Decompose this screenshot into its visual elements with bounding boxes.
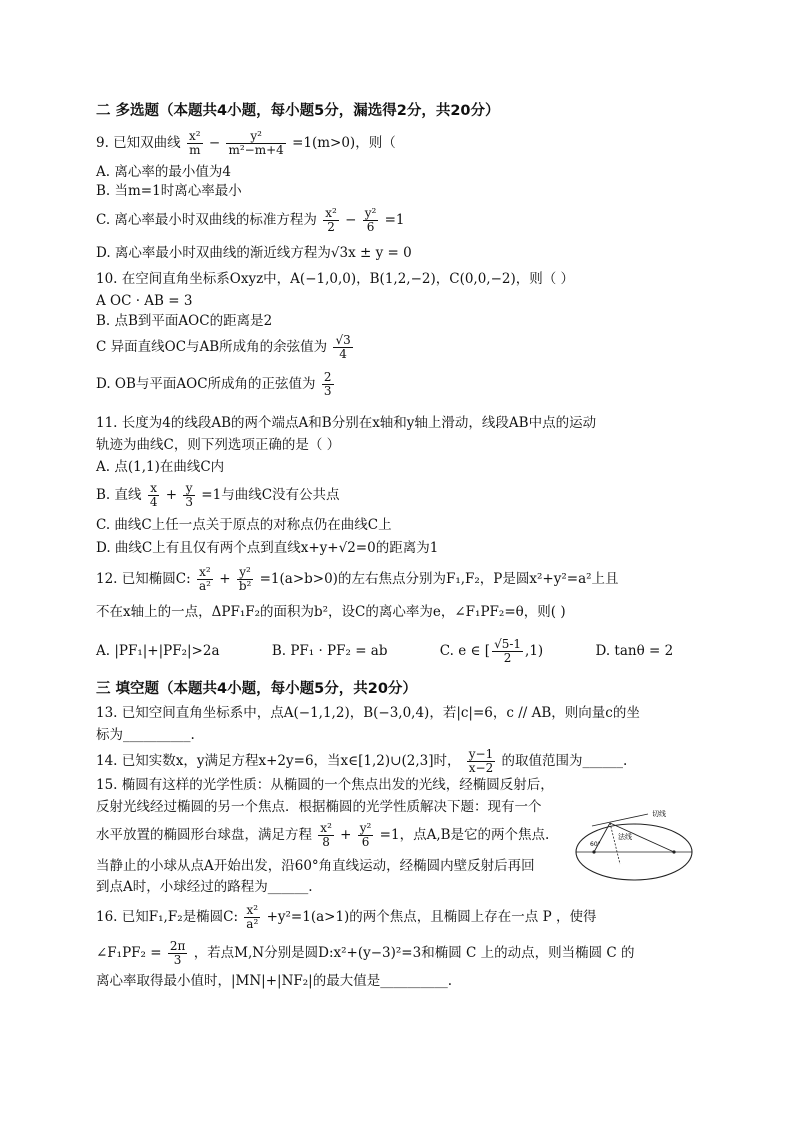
section-fill-in-title: 三 填空题（本题共4小题，每小题5分，共20分） [96, 681, 417, 697]
q11-option-d: D. 曲线C上有且仅有两个点到直线x+y+√2=0的距离为1 [96, 540, 439, 556]
q11-option-a: A. 点(1,1)在曲线C内 [96, 459, 225, 475]
q12-option-c: C. e ∈ [ $\frac{√5-1}{2}$ ,1) [439, 637, 544, 665]
question-14: 14. 已知实数x，y满足方程x+2y=6，当x∈[1,2)∪(2,3]时， $\frac{y-1}{x-2}$ 的取值范围为______. [96, 747, 628, 775]
section-multiple-choice-title: 二 多选题（本题共4小题，每小题5分，漏选得2分，共20分） [96, 103, 500, 119]
focus-b [672, 850, 675, 853]
q10-option-b: B. 点B到平面AOC的距离是2 [96, 313, 273, 329]
q11-option-c: C. 曲线C上任一点关于原点的对称点仍在曲线C上 [96, 517, 392, 533]
q12-option-a: A. |PF₁|+|PF₂|>2a [96, 643, 220, 659]
q9-option-a: A. 离心率的最小值为4 [96, 164, 231, 180]
q9-option-b: B. 当m=1时离心率最小 [96, 183, 242, 199]
question-15-line2: 反射光线经过椭圆的另一个焦点．根据椭圆的光学性质解决下题：现有一个 [96, 799, 542, 815]
q9-option-d: D. 离心率最小时双曲线的渐近线方程为√3x ± y = 0 [96, 245, 412, 261]
question-12-stem-line1: 12. 已知椭圆C: $\frac{\text{x²}}{\text{a²}}$ + $\frac{\text{y²}}{\text{b²}}$ =1(a>b>0)的左右焦点分别为F₁,F₂，P是圆x²+y²=a²上且 [96, 565, 619, 593]
q9-option-c: C. 离心率最小时双曲线的标准方程为 $\frac{\text{x²}}{2}$ − $\frac{\text{y²}}{6}$ =1 [96, 206, 405, 234]
normal-line [610, 823, 620, 864]
q9-fraction-x: $\frac{\text{x²}}{m}$ [188, 129, 201, 157]
question-15-line4: 当静止的小球从点A开始出发，沿60°角直线运动，经椭圆内壁反射后再回 [96, 858, 535, 874]
q12-options [96, 638, 673, 665]
q12-option-d: D. tanθ = 2 [595, 643, 674, 659]
question-11-stem-line2: 轨迹为曲线C，则下列选项正确的是（ ） [96, 437, 341, 453]
q12-option-b: B. PF₁ · PF₂ = ab [271, 643, 388, 659]
ellipse-billiard-figure [572, 806, 700, 886]
normal-label: 法线 [618, 833, 632, 841]
q9-fraction-y: $\frac{\text{y²}}{\text{m²−m+4}}$ [228, 129, 284, 157]
q10-option-a: A OC · AB = 3 [96, 293, 193, 309]
question-13-line2: 标为__________. [96, 727, 195, 743]
question-15-line5: 到点A时，小球经过的路程为______. [96, 879, 313, 895]
question-16-line2: ∠F₁PF₂ = $\frac{2\pi}{3}$ ，若点M,N分别是圆D:x²+(y−3)²=3和椭圆 C 上的动点，则当椭圆 C 的 [96, 939, 635, 967]
question-13-line1: 13. 已知空间直角坐标系中，点A(−1,1,2)，B(−3,0,4)，若|c|=6，c // AB，则向量c的坐 [96, 705, 640, 721]
q9-stem-text: 9. 已知双曲线 [96, 135, 181, 151]
question-16-line1: 16. 已知F₁,F₂是椭圆C: $\frac{\text{x²}}{\text{a²}}$ +y²=1(a>1)的两个焦点，且椭圆上存在一点 P ，使得 [96, 903, 597, 931]
question-16-line3: 离心率取得最小值时，|MN|+|NF₂|的最大值是__________. [96, 973, 453, 989]
tangent-label: 切线 [652, 810, 666, 818]
question-11-stem-line1: 11. 长度为4的线段AB的两个端点A和B分别在x轴和y轴上滑动，线段AB中点的运动 [96, 415, 597, 431]
question-10-stem: 10. 在空间直角坐标系Oxyz中，A(−1,0,0)，B(1,2,−2)，C(0,0,−2)，则（ ） [96, 271, 575, 287]
q11-option-b: B. 直线 $\frac{x}{4}$ + $\frac{y}{3}$ =1与曲线C没有公共点 [96, 481, 340, 509]
q10-option-c: C 异面直线OC与AB所成角的余弦值为 $\frac{√3}{4}$ [96, 333, 351, 361]
question-15-line3: 水平放置的椭圆形台球盘，满足方程 $\frac{\text{x²}}{8}$ + $\frac{\text{y²}}{6}$ =1，点A,B是它的两个焦点. [96, 821, 550, 849]
question-12-stem-line2: 不在x轴上的一点，ΔPF₁F₂的面积为b²，设C的离心率为e，∠F₁PF₂=θ，则( ) [96, 604, 566, 620]
question-15-line1: 15. 椭圆有这样的光学性质：从椭圆的一个焦点出发的光线，经椭圆反射后， [96, 777, 554, 793]
question-9-stem: 9. 已知双曲线 $\frac{\text{x²}}{m}$ − $\frac{\text{y²}}{\text{m²−m+4}}$ =1(m>0)，则（ [96, 129, 396, 157]
focus-a [592, 850, 595, 853]
angle-label: 60° [590, 841, 601, 848]
q10-option-d: D. OB与平面AOC所成角的正弦值为 $\frac{2}{3}$ [96, 370, 332, 398]
